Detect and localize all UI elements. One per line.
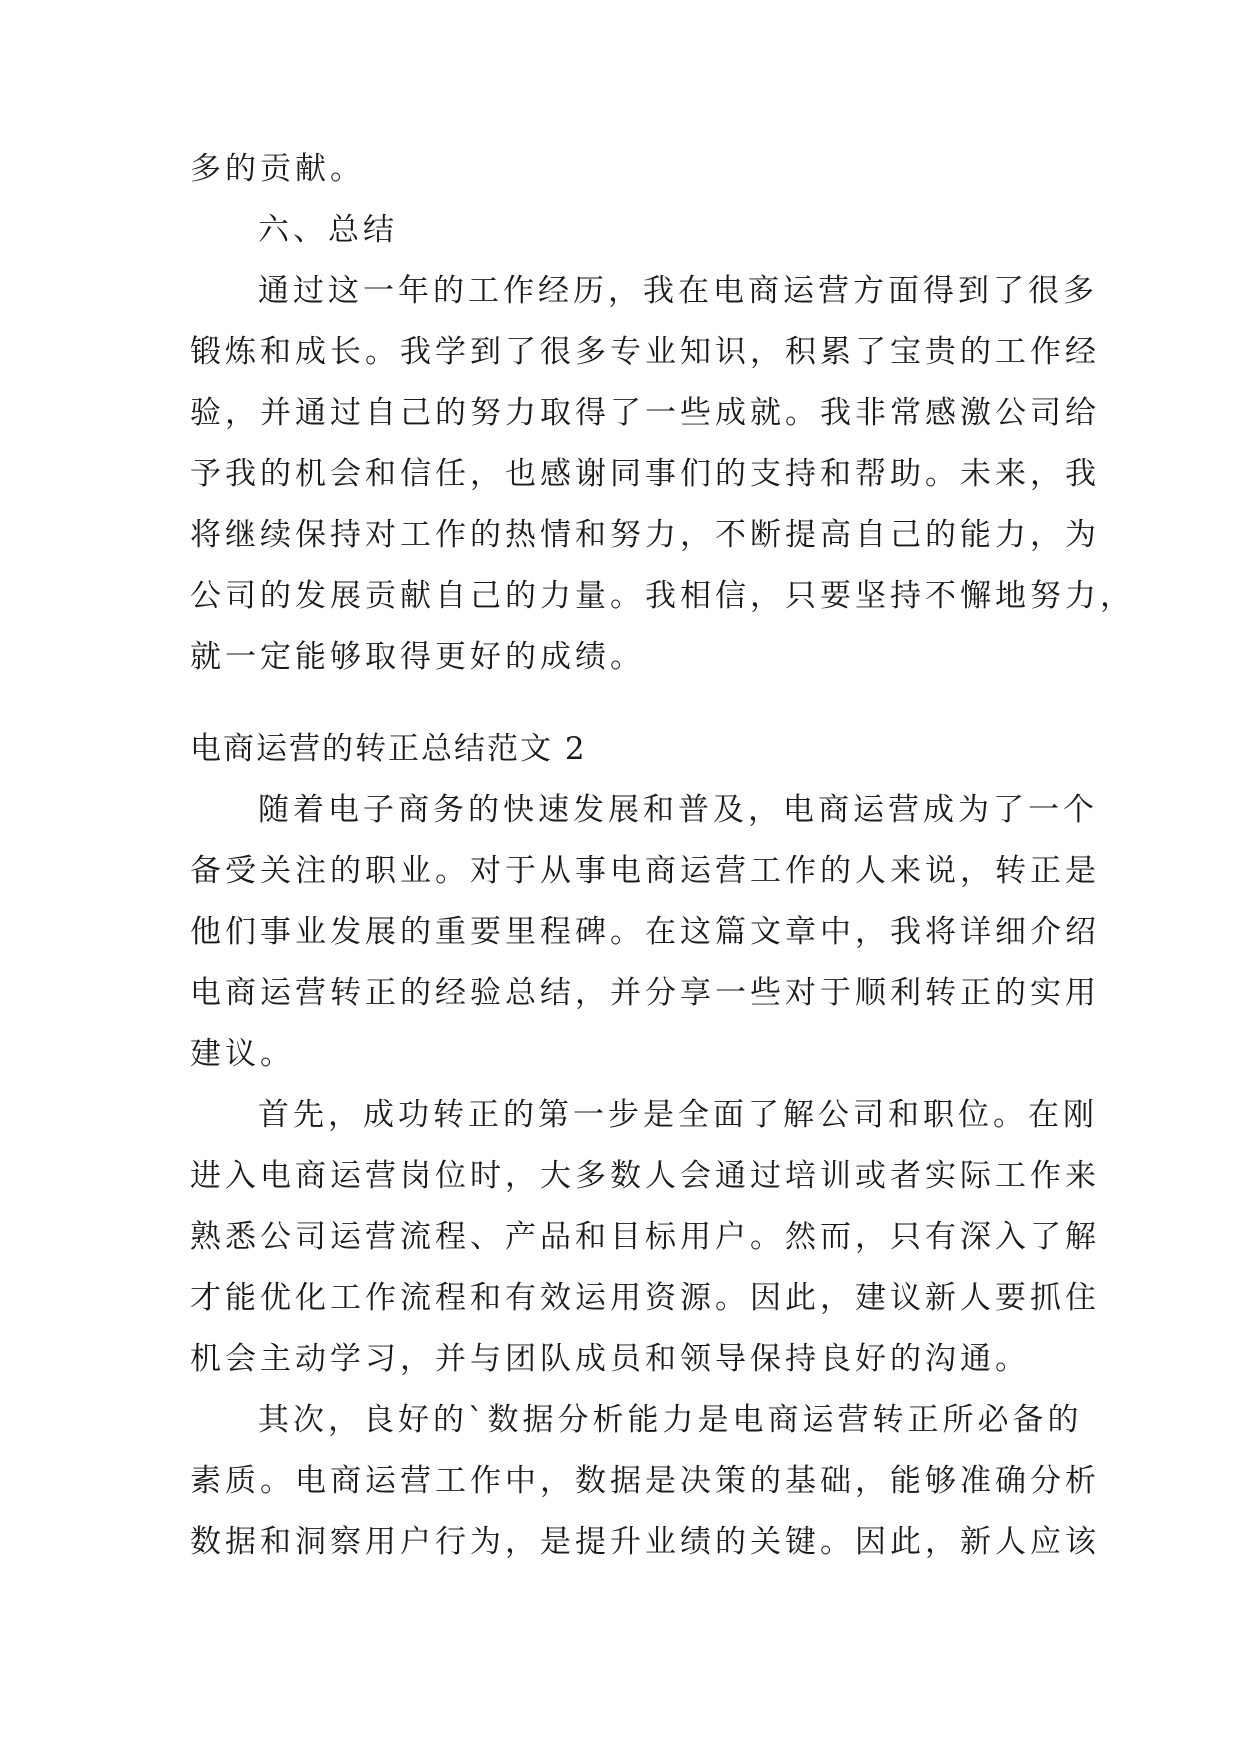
summary-line: 通过这一年的工作经历，我在电商运营方面得到了很多 (258, 273, 1098, 309)
article-title: 电商运营的转正总结范文 2 (190, 731, 587, 767)
section-two (190, 719, 1100, 1573)
section-heading: 六、总结 (258, 212, 398, 248)
paragraph-line: 随着电子商务的快速发展和普及，电商运营成为了一个 (258, 792, 1098, 828)
summary-line: 将继续保持对工作的热情和努力，不断提高自己的能力，为 (190, 517, 1100, 553)
paragraph-line: 建议。 (190, 1036, 295, 1072)
summary-line: 验，并通过自己的努力取得了一些成就。我非常感激公司给 (190, 395, 1100, 431)
paragraph-line: 机会主动学习，并与团队成员和领导保持良好的沟通。 (190, 1341, 1030, 1377)
paragraph-line: 进入电商运营岗位时，大多数人会通过培训或者实际工作来 (190, 1158, 1100, 1194)
summary-line: 公司的发展贡献自己的力量。我相信，只要坚持不懈地努力， (190, 578, 1135, 614)
paragraph-line: 其次，良好的`数据分析能力是电商运营转正所必备的 (258, 1402, 1083, 1438)
continuation-line: 多的贡献。 (190, 151, 365, 187)
paragraph-line: 熟悉公司运营流程、产品和目标用户。然而，只有深入了解 (190, 1219, 1100, 1255)
paragraph-line: 才能优化工作流程和有效运用资源。因此，建议新人要抓住 (190, 1280, 1100, 1316)
paragraph-line: 素质。电商运营工作中，数据是决策的基础，能够准确分析 (190, 1463, 1100, 1499)
summary-line: 锻炼和成长。我学到了很多专业知识，积累了宝贵的工作经 (190, 334, 1100, 370)
summary-line: 就一定能够取得更好的成绩。 (190, 639, 645, 675)
summary-line: 予我的机会和信任，也感谢同事们的支持和帮助。未来，我 (190, 456, 1100, 492)
paragraph-line: 首先，成功转正的第一步是全面了解公司和职位。在刚 (258, 1097, 1098, 1133)
paragraph-line: 他们事业发展的重要里程碑。在这篇文章中，我将详细介绍 (190, 914, 1100, 950)
section-one (190, 139, 1135, 688)
paragraph-line: 备受关注的职业。对于从事电商运营工作的人来说，转正是 (190, 853, 1100, 889)
paragraph-line: 数据和洞察用户行为，是提升业绩的关键。因此，新人应该 (190, 1524, 1100, 1560)
paragraph-line: 电商运营转正的经验总结，并分享一些对于顺利转正的实用 (190, 975, 1100, 1011)
